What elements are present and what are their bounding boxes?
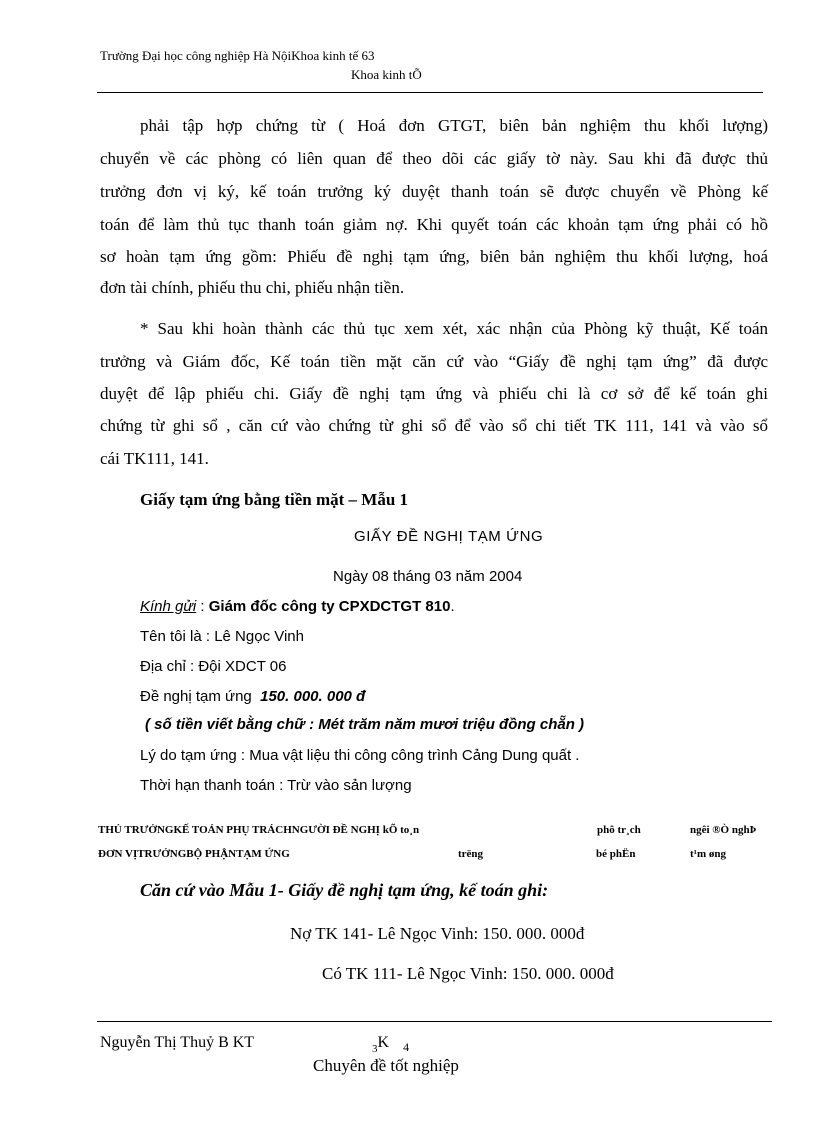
recipient-end: . [450,598,455,615]
signature-row-1-part: phô tr¸ch [597,824,641,836]
footer-author: Nguyễn Thị Thuỷ B KT [100,1034,255,1051]
footer-class [372,1034,410,1055]
form-date: Ngày 08 tháng 03 năm 2004 [333,568,523,585]
form-amount-words: ( số tiền viết bằng chữ : Mét trăm năm mươi triệu đồng chẵn ) [145,716,585,733]
class-number: 4 [403,1040,410,1054]
text-line: toán để làm thủ tục thanh toán giảm nợ. Khi quyết toán các khoản tạm ứng phải có hồ [100,215,768,234]
signature-row-2: ĐƠN VỊTRƯỞNGBỘ PHẬNTẠM ỨNG [98,848,290,860]
form-name: Tên tôi là : Lê Ngọc Vinh [140,628,304,645]
text-line: trưởng và Giám đốc, Kế toán tiền mặt căn cứ vào “Giấy đề nghị tạm ứng” đã được [100,352,768,371]
text-line: chuyển về các phòng có liên quan để theo dõi các giấy tờ này. Sau khi đã được thủ [100,149,768,168]
text-line: phải tập hợp chứng từ ( Hoá đơn GTGT, biên bản nghiệm thu khối lượng) [140,116,768,135]
signature-row-2-part: t¹m øng [690,848,726,860]
text-line: duyệt để lập phiếu chi. Giấy đề nghị tạm ứng và phiếu chi là cơ sở để kế toán ghi [100,384,768,403]
text-line: chứng từ ghi sổ , căn cứ vào chứng từ ghi sổ để vào sổ chi tiết TK 111, 141 và vào sổ [100,416,768,435]
signature-row-2-part: bé phËn [596,848,636,860]
form-deadline: Thời hạn thanh toán : Trừ vào sản lượng [140,777,412,794]
text-line: * Sau khi hoàn thành các thủ tục xem xét, xác nhận của Phòng kỹ thuật, Kế toán [140,319,768,338]
form-address: Địa chỉ : Đội XDCT 06 [140,658,287,675]
text-line: trưởng đơn vị ký, kế toán trưởng ký duyệt thanh toán sẽ được chuyển về Phòng kế [100,182,768,201]
debit-entry: Nợ TK 141- Lê Ngọc Vinh: 150. 000. 000đ [290,924,585,943]
class-subscript: 3 [372,1043,378,1055]
amount-value: 150. 000. 000 đ [260,688,366,705]
form-reason: Lý do tạm ứng : Mua vật liệu thi công công trình Cảng Dung quất . [140,747,580,764]
footer-caption: Chuyên đề tốt nghiệp [313,1056,459,1075]
text-line: sơ hoàn tạm ứng gồm: Phiếu đề nghị tạm ứng, biên bản nghiệm thu khối lượng, hoá [100,247,768,266]
basis-title: Căn cứ vào Mẫu 1- Giấy đề nghị tạm ứng, kế toán ghi: [140,880,549,900]
recipient-separator: : [196,598,209,615]
section-title: Giấy tạm ứng bằng tiền mặt – Mẫu 1 [140,490,409,509]
header-school: Trường Đại học công nghiệp Hà NộiKhoa kinh tế 63 [100,48,375,63]
footer-divider [97,1021,772,1022]
header-divider [97,92,763,93]
class-letter: K [377,1034,390,1051]
recipient-label: Kính gửi [140,598,197,615]
header-faculty: Khoa kinh tÕ [351,67,422,82]
form-amount [140,688,365,705]
form-title: GIẤY ĐỀ NGHỊ TẠM ỨNG [354,528,544,545]
signature-row-1: THỦ TRƯỞNGKẾ TOÁN PHỤ TRÁCHNGƯỜI ĐỀ NGHỊ kÕ to¸n [98,824,420,836]
signature-row-2-part: trëng [458,848,484,860]
text-line: cái TK111, 141. [100,449,209,468]
amount-label: Đề nghị tạm ứng [140,688,252,705]
text-line: đơn tài chính, phiếu thu chi, phiếu nhận tiền. [100,278,405,297]
recipient-value: Giám đốc công ty CPXDCTGT 810 [208,598,451,615]
form-recipient [140,598,455,615]
credit-entry: Có TK 111- Lê Ngọc Vinh: 150. 000. 000đ [322,964,614,983]
signature-row-1-part: ngêi ®Ò nghÞ [690,824,757,836]
